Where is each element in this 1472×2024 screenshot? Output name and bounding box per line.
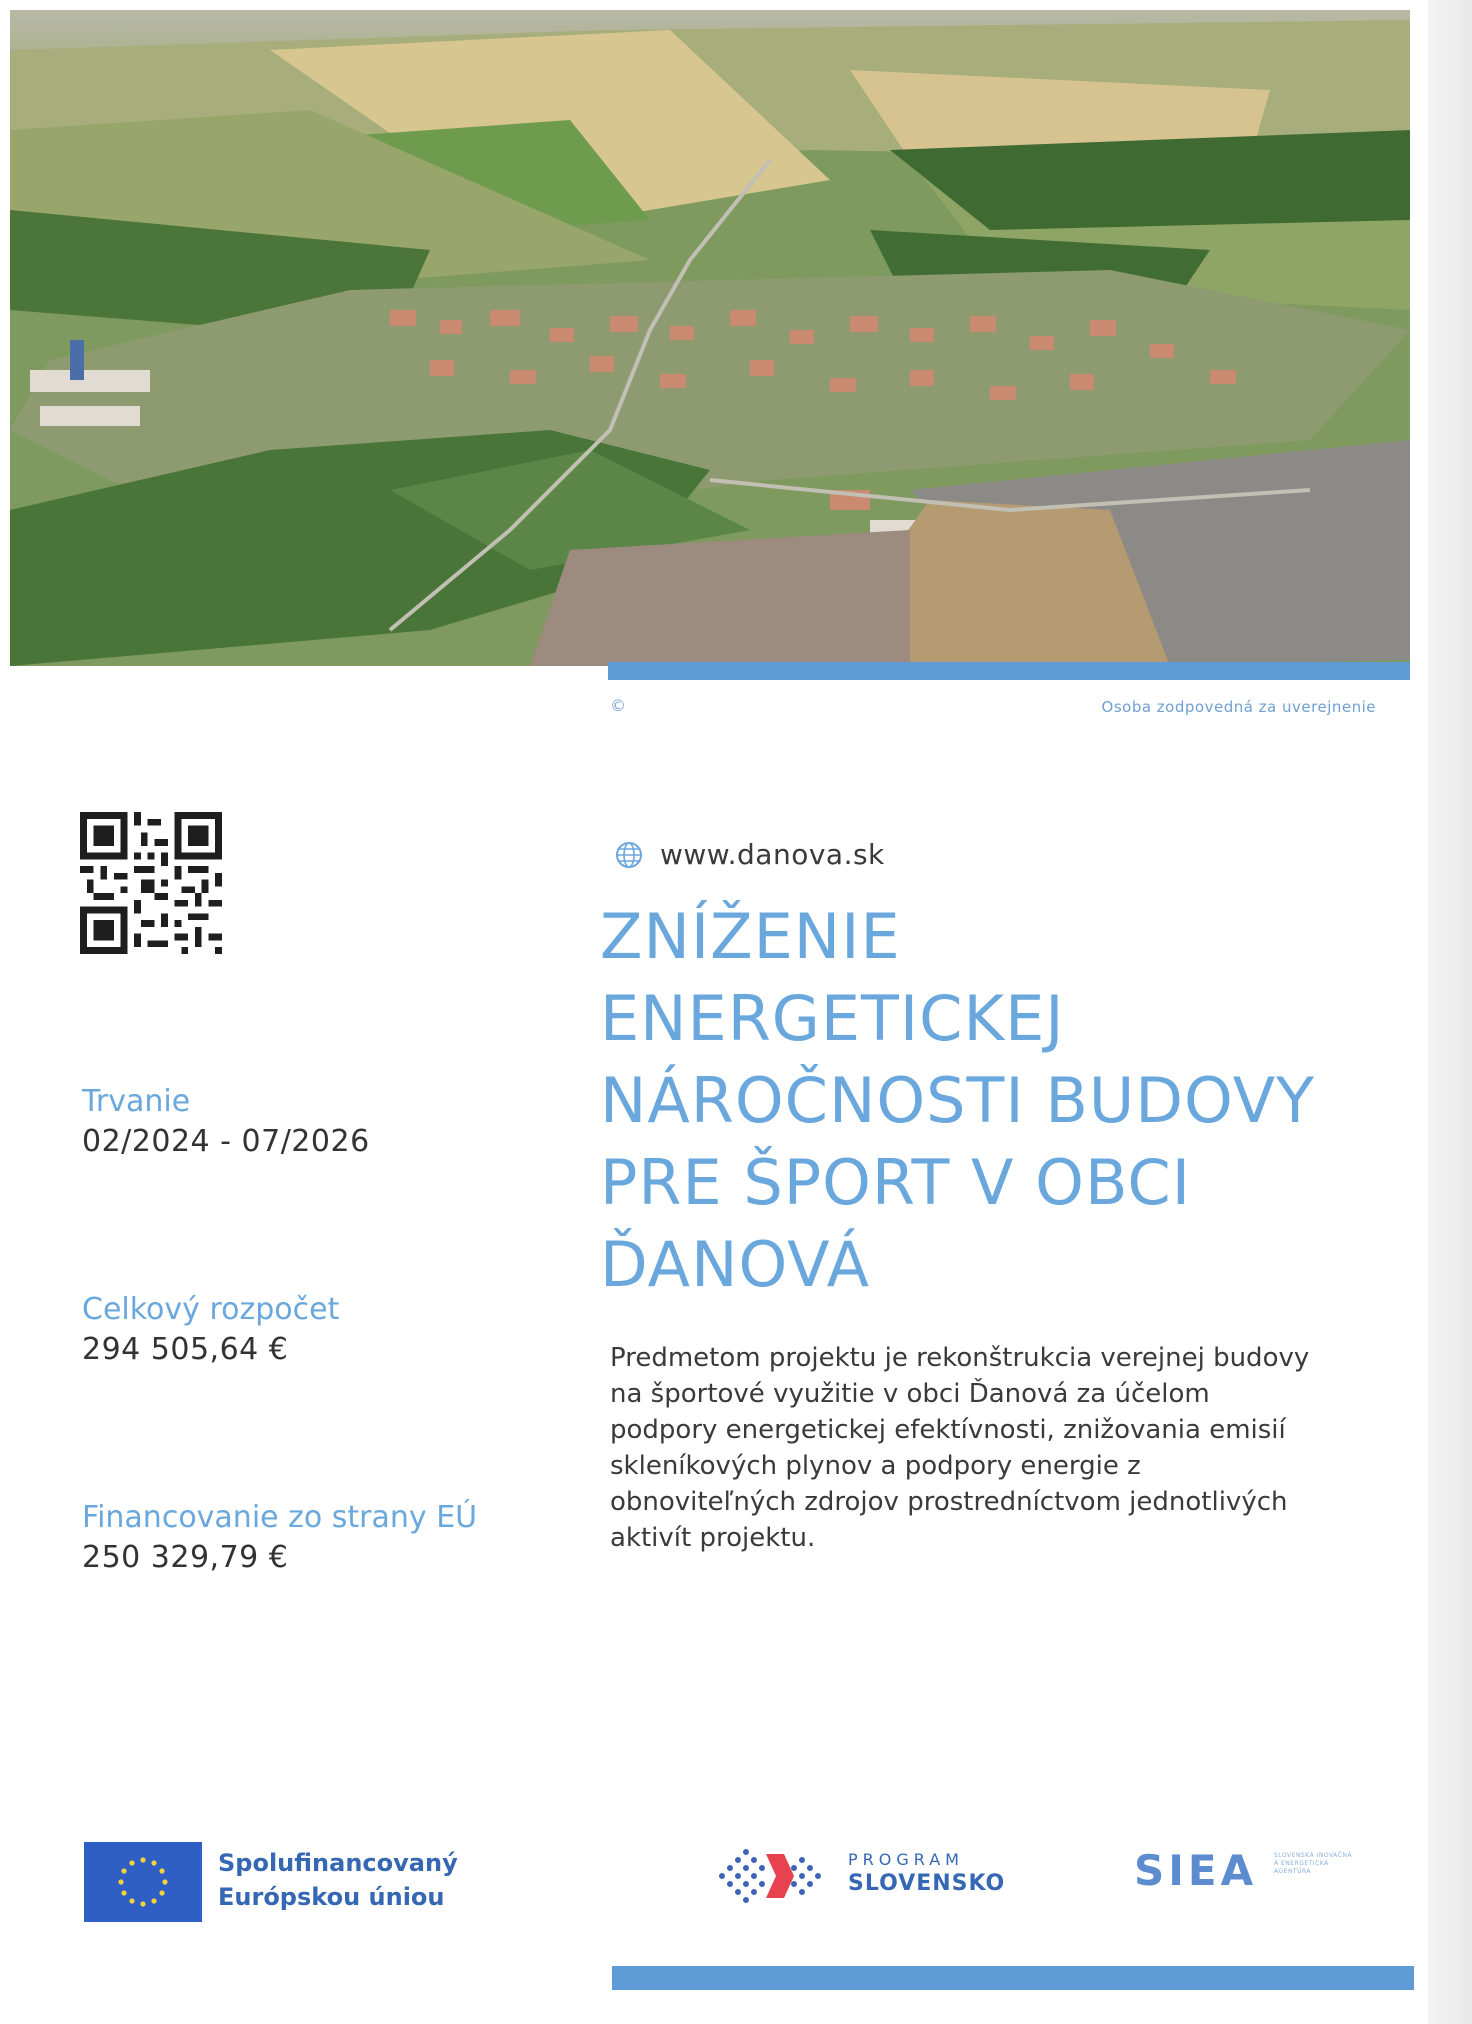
website-url[interactable]: www.danova.sk (660, 838, 885, 871)
duration-label: Trvanie (82, 1084, 191, 1119)
eu-line-1: Spolufinancovaný (218, 1849, 458, 1877)
eu-funding-block (82, 1498, 477, 1578)
globe-icon (614, 840, 644, 870)
program-label: PROGRAM (848, 1850, 964, 1869)
website-link[interactable] (614, 838, 885, 871)
budget-label: Celkový rozpočet (82, 1292, 340, 1327)
project-title: ZNÍŽENIE ENERGETICKEJ NÁROČNOSTI BUDOVY PRE ŠPORT V OBCI ĎANOVÁ (600, 900, 1316, 1301)
eu-funding-label: Financovanie zo strany EÚ (82, 1500, 478, 1535)
budget-value: 294 505,64 € (82, 1332, 289, 1367)
program-slovensko-text (848, 1850, 1005, 1898)
publisher-credit: Osoba zodpovedná za uverejnenie (1101, 698, 1376, 716)
project-description: Predmetom projektu je rekonštrukcia verejnej budovy na športové využitie v obci Ďanová za účelom podpory energetickej efektívnosti, znižovania emisií skleníkových plynov a podpory energie z obnoviteľných zdrojov prostredníctvom jednotlivých aktivít projektu. (610, 1343, 1310, 1553)
bottom-accent-bar (612, 1966, 1414, 1990)
eu-flag-icon (84, 1842, 202, 1922)
program-slovensko-logo-icon (714, 1842, 834, 1906)
top-accent-bar (608, 662, 1410, 680)
duration-block (82, 1082, 370, 1162)
budget-block (82, 1290, 339, 1370)
slovensko-label: SLOVENSKO (848, 1871, 1006, 1896)
qr-code-icon[interactable] (80, 812, 222, 954)
page-edge (1428, 0, 1472, 2024)
aerial-village-photo (10, 10, 1410, 666)
eu-cofunded-text (218, 1846, 458, 1914)
siea-subtitle: SLOVENSKÁ INOVAČNÁ A ENERGETICKÁ AGENTÚRA (1274, 1852, 1352, 1875)
eu-funding-value: 250 329,79 € (82, 1540, 289, 1575)
siea-logo: SIEA (1134, 1846, 1258, 1895)
copyright-symbol: © (610, 696, 626, 715)
duration-value: 02/2024 - 07/2026 (82, 1124, 370, 1159)
eu-line-2: Európskou úniou (218, 1883, 445, 1911)
